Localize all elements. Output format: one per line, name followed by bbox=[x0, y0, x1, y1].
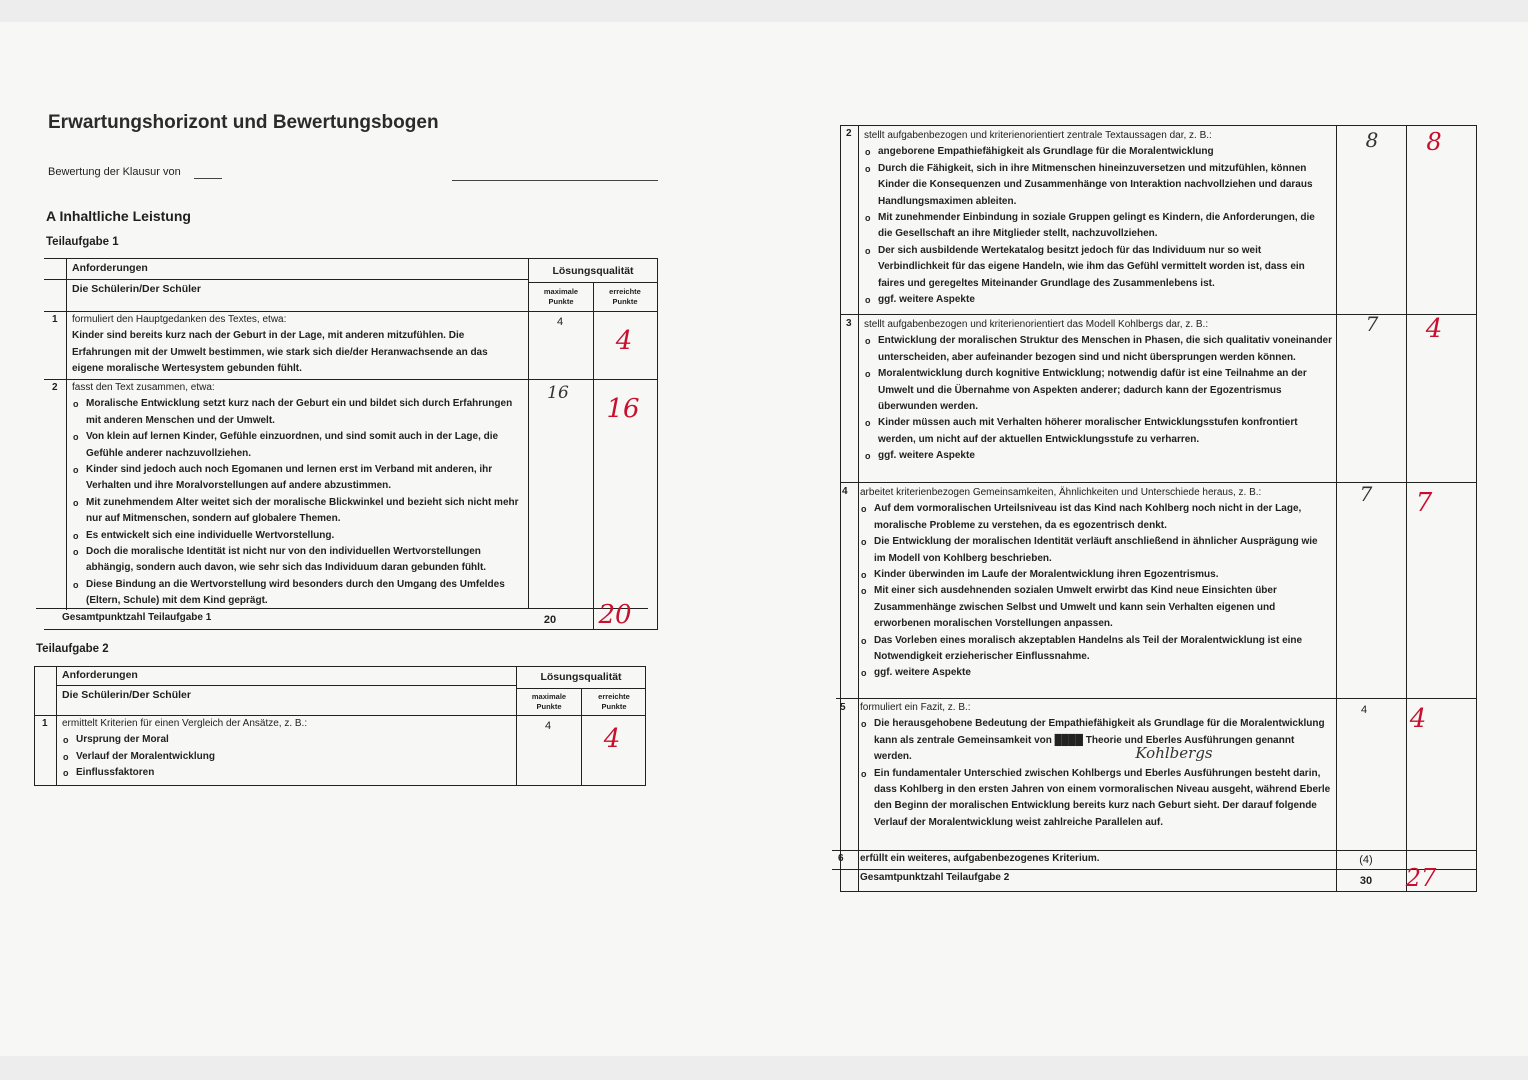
t1-row2-text: fasst den Text zusammen, etwa: o Moralische Entwicklung setzt kurz nach der Geburt ein und bildet sich durch Erfahrungen mit anderen Menschen und der Umwelt. o Von klein auf lernen Kinder, Gefühle einzuordnen, und sind somit auch in der Lage, die Gefühle anderer nachzuvollziehen. o Kinder sind jedoch auch noch Egomanen und lernen erst im Verband mit anderen, ihr Verhalten und ihre Moralvorstellungen auf andere abzustimmen. o Mit zunehmendem Alter weitet sich der moralische Blickwinkel und bezieht sich nicht mehr nur auf Mitmenschen, sondern auf globalere Themen. o Es entwickelt sich eine individuelle Wertvorstellung. o Doch die moralische Identität ist nicht nur von den individuellen Wertvorstellungen abhängig, sondern auch davon, wie sehr sich das Individuum daran gebunden fühlt. o Diese Bindung an die Wertvorstellung wird besonders durch den Umgang des Umfeldes (Eltern, Schule) mit dem Kind geprägt. bbox=[72, 380, 522, 610]
t1-line bbox=[528, 258, 529, 608]
list-item: o Es entwickelt sich eine individuelle Wertvorstellung. bbox=[86, 528, 522, 544]
t2-row2-score: 8 bbox=[1426, 128, 1442, 156]
list-item: o Mit zunehmender Einbindung in soziale Gruppen gelingt es Kindern, die Anforderungen, die die Gesellschaft an ihre Mitglieder stellt, nachzuvollziehen. bbox=[878, 210, 1332, 243]
t1-row1-text: formuliert den Hauptgedanken des Textes, etwa: Kinder sind bereits kurz nach der Geburt in der Lage, mit anderen mitzufühlen. Die Erfahrungen mit der Umwelt bestimmen, wie stark sich die/der Heranwachsende an das eigene moralische Wertesystem gebunden fühlt. bbox=[72, 314, 488, 375]
list-item: o Entwicklung der moralischen Struktur des Menschen in Phasen, die sich qualitativ voneinander unterscheiden, aber aufeinander bezogen sind und nicht übersprungen werden können. bbox=[878, 333, 1332, 366]
list-item: o Mit einer sich ausdehnenden sozialen Umwelt erwirbt das Kind neue Einsichten über Zusammenhänge zwischen Selbst und Umwelt und kann sein Verhalten eigenen und erworbenen moralischen Vorstellungen anpassen. bbox=[874, 583, 1332, 632]
bewertung-label: Bewertung der Klausur von bbox=[48, 166, 181, 178]
t2-line bbox=[581, 688, 582, 786]
t1-line bbox=[66, 258, 67, 610]
t2-header-schueler: Die Schülerin/Der Schüler bbox=[62, 689, 191, 701]
list-item: o Diese Bindung an die Wertvorstellung wird besonders durch den Umgang des Umfeldes (Eltern, Schule) mit dem Kind geprägt. bbox=[86, 577, 522, 610]
list-item: o Moralentwicklung durch kognitive Entwicklung; notwendig dafür ist eine Teilnahme an der Umwelt und die Übernahme von Aspekten anderer; dadurch kann der Egozentrismus überwunden werden. bbox=[878, 366, 1332, 415]
list-item: o ggf. weitere Aspekte bbox=[878, 448, 1332, 464]
t2-row5-max: 4 bbox=[1360, 704, 1368, 716]
t2-header-max: maximale Punkte bbox=[531, 692, 567, 711]
t1-line bbox=[593, 282, 594, 630]
t2-header-loesungsqualitaet: Lösungsqualität bbox=[540, 671, 622, 683]
t2-row2-num: 2 bbox=[846, 128, 852, 139]
t2-row3-num: 3 bbox=[846, 318, 852, 329]
list-item: o ggf. weitere Aspekte bbox=[878, 292, 1332, 308]
t1-row1-num: 1 bbox=[52, 314, 58, 325]
list-item: o Der sich ausbildende Wertekatalog besitzt jedoch für das Individuum nur so weit Verbindlichkeit für das eigene Handeln, wie ihm das Gefühl vermittelt worden ist, dass ein faires und geregeltes Miteinander Grundlage des Zusammenlebens ist. bbox=[878, 243, 1332, 292]
list-item: o Die Entwicklung der moralischen Identität verläuft anschließend in ähnlicher Ausprägung wie im Modell von Kohlberg beschrieben. bbox=[874, 534, 1332, 567]
list-item: o Ursprung der Moral bbox=[76, 732, 512, 748]
t2-row3-max: 7 bbox=[1365, 312, 1379, 336]
list-item: o Auf dem vormoralischen Urteilsniveau ist das Kind nach Kohlberg noch nicht in der Lage, moralische Probleme zu verstehen, da es egozentrisch denkt. bbox=[874, 501, 1332, 534]
t1-total-score: 20 bbox=[598, 600, 632, 630]
name-field-line-short bbox=[194, 178, 222, 179]
section-a-heading: A Inhaltliche Leistung bbox=[46, 208, 191, 224]
t1-header-erreicht: erreichte Punkte bbox=[609, 287, 641, 306]
t2-row4-text: arbeitet kriterienbezogen Gemeinsamkeiten, Ähnlichkeiten und Unterschiede heraus, z. B.: o Auf dem vormoralischen Urteilsniveau ist das Kind nach Kohlberg noch nicht in der Lage, moralische Probleme zu verstehen, da es egozentrisch denkt. o Die Entwicklung der moralischen Identität verläuft anschließend in ähnlicher Ausprägung wie im Modell von Kohlberg beschrieben. o Kinder überwinden im Laufe der Moralentwicklung ihren Egozentrismus. o Mit einer sich ausdehnenden sozialen Umwelt erwirbt das Kind neue Einsichten über Zusammenhänge zwischen Selbst und Umwelt und kann sein Verhalten eigenen und erworbenen moralischen Vorstellungen anpassen. o Das Vorleben eines moralisch akzeptablen Handelns als Teil der Moralentwicklung ist eine Notwendigkeit erzieherischer Einflussnahme. o ggf. weitere Aspekte bbox=[860, 485, 1332, 682]
t1-header-max: maximale Punkte bbox=[543, 287, 579, 306]
t2-row6-max: (4) bbox=[1359, 854, 1373, 866]
t2-header-erreicht: erreichte Punkte bbox=[598, 692, 630, 711]
t2-row4-max: 7 bbox=[1359, 482, 1373, 506]
t2r-line bbox=[832, 869, 1477, 870]
t1-total-max: 20 bbox=[543, 614, 557, 626]
t2-total-score: 27 bbox=[1405, 864, 1437, 892]
t1-row1-max: 4 bbox=[556, 316, 564, 328]
t2r-line bbox=[1336, 125, 1337, 892]
list-item: o Mit zunehmendem Alter weitet sich der moralische Blickwinkel und bezieht sich nicht mehr nur auf Mitmenschen, sondern auf globalere Themen. bbox=[86, 495, 522, 528]
list-item: o ggf. weitere Aspekte bbox=[874, 665, 1332, 681]
t2-row1-text: ermittelt Kriterien für einen Vergleich der Ansätze, z. B.: o Ursprung der Moral o Verlauf der Moralentwicklung o Einflussfaktoren bbox=[62, 716, 512, 782]
t2r-line bbox=[836, 698, 1477, 699]
name-field-line-long bbox=[452, 180, 658, 181]
list-item: o Moralische Entwicklung setzt kurz nach der Geburt ein und bildet sich durch Erfahrungen mit anderen Menschen und der Umwelt. bbox=[86, 396, 522, 429]
list-item: o Die herausgehobene Bedeutung der Empathiefähigkeit als Grundlage für die Moralentwicklung kann als zentrale Gemeinsamkeit von ████ Theorie und Eberles Ausführungen genannt werden. bbox=[874, 716, 1332, 765]
page-title: Erwartungshorizont und Bewertungsbogen bbox=[48, 112, 439, 133]
t2-row5-annotation: Kohlbergs bbox=[1135, 744, 1213, 762]
list-item: o Einflussfaktoren bbox=[76, 765, 512, 781]
t1-row2-max: 16 bbox=[547, 383, 569, 403]
t2-row4-score: 7 bbox=[1415, 488, 1433, 518]
t2-row2-max: 8 bbox=[1365, 128, 1379, 152]
t2-row5-text: formuliert ein Fazit, z. B.: o Die herausgehobene Bedeutung der Empathiefähigkeit als Grundlage für die Moralentwicklung kann als zentrale Gemeinsamkeit von ████ Theorie und Eberles Ausführungen genannt werden. o Ein fundamentaler Unterschied zwischen Kohlbergs und Eberles Ausführungen besteht darin, dass Kohlberg in den ersten Jahren von einem vormoralischen Niveau ausgeht, während Eberle den Beginn der moralischen Entwicklung bereits kurz nach Geburt sieht. Der darauf folgende Verlauf der Moralentwicklung weist zahlreiche Parallelen auf. bbox=[860, 700, 1332, 831]
list-item: o Kinder überwinden im Laufe der Moralentwicklung ihren Egozentrismus. bbox=[874, 567, 1332, 583]
t2-total-label: Gesamtpunktzahl Teilaufgabe 2 bbox=[860, 872, 1010, 883]
list-item: o Von klein auf lernen Kinder, Gefühle einzuordnen, und sind somit auch in der Lage, die Gefühle anderer nachzuvollziehen. bbox=[86, 429, 522, 462]
list-item: o Kinder müssen auch mit Verhalten höherer moralischer Entwicklungsstufen konfrontiert werden, um nicht auf der aktuellen Entwicklungsstufe zu verharren. bbox=[878, 415, 1332, 448]
list-item: o Durch die Fähigkeit, sich in ihre Mitmenschen hineinzuversetzen und mitzufühlen, können Kinder die Konsequenzen und Zusammenhänge von Interaktion nachvollziehen und daraus Handlungsmaximen ableiten. bbox=[878, 161, 1332, 210]
t2-line bbox=[516, 666, 517, 786]
t1-line bbox=[44, 279, 528, 280]
t1-header-loesungsqualitaet: Lösungsqualität bbox=[552, 265, 634, 277]
list-item: o Doch die moralische Identität ist nicht nur von den individuellen Wertvorstellungen abhängig, sondern auch davon, wie sehr sich das Individuum daran gebunden fühlt. bbox=[86, 544, 522, 577]
list-item: o Kinder sind jedoch auch noch Egomanen und lernen erst im Verband mit anderen, ihr Verhalten und ihre Moralvorstellungen auf andere abzustimmen. bbox=[86, 462, 522, 495]
t1-row2-score: 16 bbox=[606, 394, 640, 424]
t2-row2-text: stellt aufgabenbezogen und kriterienorientiert zentrale Textaussagen dar, z. B.: o angeborene Empathiefähigkeit als Grundlage für die Moralentwicklung o Durch die Fähigkeit, sich in ihre Mitmenschen hineinzuversetzen und mitzufühlen, können Kinder die Konsequenzen und Zusammenhänge von Interaktion nachvollziehen und daraus Handlungsmaximen ableiten. o Mit zunehmender Einbindung in soziale Gruppen gelingt es Kindern, die Anforderungen, die die Gesellschaft an ihre Mitglieder stellt, nachzuvollziehen. o Der sich ausbildende Wertekatalog besitzt jedoch für das Individuum nur so weit Verbindlichkeit für das eigene Handeln, wie ihm das Gefühl vermittelt worden ist, dass ein faires und geregeltes Miteinander Grundlage des Zusammenlebens ist. o ggf. weitere Aspekte bbox=[864, 128, 1332, 308]
list-item: o Verlauf der Moralentwicklung bbox=[76, 749, 512, 765]
t2-header-anforderungen: Anforderungen bbox=[62, 669, 138, 681]
t1-total-label: Gesamtpunktzahl Teilaufgabe 1 bbox=[62, 612, 212, 623]
t2-row1-score: 4 bbox=[603, 724, 621, 754]
t1-row2-num: 2 bbox=[52, 382, 58, 393]
t1-row1-score: 4 bbox=[615, 326, 633, 356]
t2-row1-num: 1 bbox=[42, 718, 48, 729]
t2-row5-score: 4 bbox=[1409, 704, 1427, 734]
t2r-line bbox=[858, 125, 859, 892]
t2-row1-max: 4 bbox=[544, 720, 552, 732]
t2-row6-num: 6 bbox=[838, 853, 844, 864]
t2-total-max: 30 bbox=[1359, 875, 1373, 887]
teil1-heading: Teilaufgabe 1 bbox=[46, 236, 119, 248]
list-item: o Das Vorleben eines moralisch akzeptablen Handelns als Teil der Moralentwicklung ist eine Notwendigkeit erzieherischer Einflussnahme. bbox=[874, 633, 1332, 666]
t2-line bbox=[56, 666, 57, 786]
list-item: o angeborene Empathiefähigkeit als Grundlage für die Moralentwicklung bbox=[878, 144, 1332, 160]
t1-header-schueler: Die Schülerin/Der Schüler bbox=[72, 283, 201, 295]
t2-row5-num: 5 bbox=[840, 702, 846, 713]
t2-row3-text: stellt aufgabenbezogen und kriterienorientiert das Modell Kohlbergs dar, z. B.: o Entwicklung der moralischen Struktur des Menschen in Phasen, die sich qualitativ voneinander unterscheiden, aber aufeinander bezogen sind und nicht übersprungen werden können. o Moralentwicklung durch kognitive Entwicklung; notwendig dafür ist eine Teilnahme an der Umwelt und die Übernahme von Aspekten anderer; dadurch kann der Egozentrismus überwunden werden. o Kinder müssen auch mit Verhalten höherer moralischer Entwicklungsstufen konfrontiert werden, um nicht auf der aktuellen Entwicklungsstufe zu verharren. o ggf. weitere Aspekte bbox=[864, 317, 1332, 465]
list-item: o Ein fundamentaler Unterschied zwischen Kohlbergs und Eberles Ausführungen besteht darin, dass Kohlberg in den ersten Jahren von einem vormoralischen Niveau ausgeht, während Eberle den Beginn der moralischen Entwicklung bereits kurz nach Geburt sieht. Der darauf folgende Verlauf der Moralentwicklung weist zahlreiche Parallelen auf. bbox=[874, 766, 1332, 832]
t2-line bbox=[56, 685, 516, 686]
t2-row4-num: 4 bbox=[842, 486, 848, 497]
t1-header-anforderungen: Anforderungen bbox=[72, 262, 148, 274]
teil2-heading: Teilaufgabe 2 bbox=[36, 643, 109, 655]
t2-row6-text: erfüllt ein weiteres, aufgabenbezogenes Kriterium. bbox=[860, 853, 1100, 864]
t2-row3-score: 4 bbox=[1425, 314, 1443, 344]
